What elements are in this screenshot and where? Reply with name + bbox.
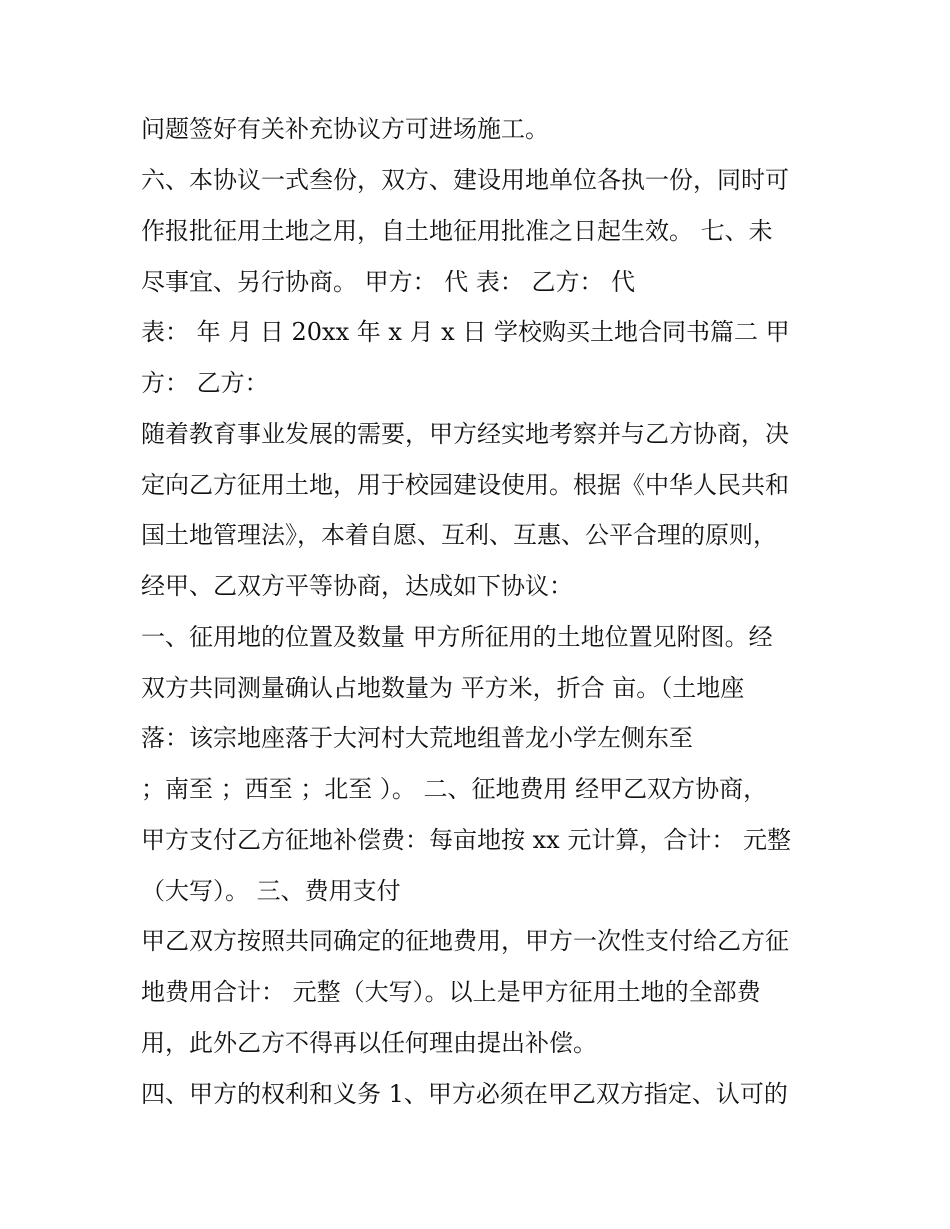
text-line-19: 用，此外乙方不得再以任何理由提出补偿。 [141,1029,597,1057]
text-line-7: 随着教育事业发展的需要，甲方经实地考察并与乙方协商，决 [141,420,789,448]
text-line-2: 六、本协议一式叁份，双方、建设用地单位各执一份，同时可 [141,166,789,194]
text-line-3: 作报批征用土地之用，自土地征用批准之日起生效。 七、未 [141,217,773,245]
text-line-16: （大写）。 三、费用支付 [141,877,401,905]
text-line-18: 地费用合计： 元整（大写）。以上是甲方征用土地的全部费 [141,978,761,1006]
text-line-20: 四、甲方的权利和义务 1、甲方必须在甲乙双方指定、认可的 [141,1080,788,1108]
text-line-15: 甲方支付乙方征地补偿费：每亩地按 xx 元计算，合计： 元整 [141,826,791,854]
text-line-4: 尽事宜、另行协商。 甲方： 代 表： 乙方： 代 [141,268,636,296]
text-line-17: 甲乙双方按照共同确定的征地费用，甲方一次性支付给乙方征 [141,927,789,955]
text-line-10: 经甲、乙双方平等协商，达成如下协议： [141,572,573,600]
text-line-12: 双方共同测量确认占地数量为 平方米，折合 亩。（土地座 [141,674,745,702]
text-line-14: ；南至 ；西至 ；北至 ）。 二、征地费用 经甲乙双方协商， [141,775,768,803]
text-line-1: 问题签好有关补充协议方可进场施工。 [141,115,549,143]
text-line-5: 表： 年 月 日 20xx 年 x 月 x 日 学校购买土地合同书篇二 甲 [141,318,790,346]
text-line-6: 方： 乙方： [141,369,269,397]
text-line-8: 定向乙方征用土地，用于校园建设使用。根据《中华人民共和 [141,471,789,499]
text-line-13: 落：该宗地座落于大河村大荒地组普龙小学左侧东至 [141,724,693,752]
text-line-11: 一、征用地的位置及数量 甲方所征用的土地位置见附图。经 [141,623,773,651]
text-line-9: 国土地管理法》，本着自愿、互利、互惠、公平合理的原则， [141,521,777,549]
